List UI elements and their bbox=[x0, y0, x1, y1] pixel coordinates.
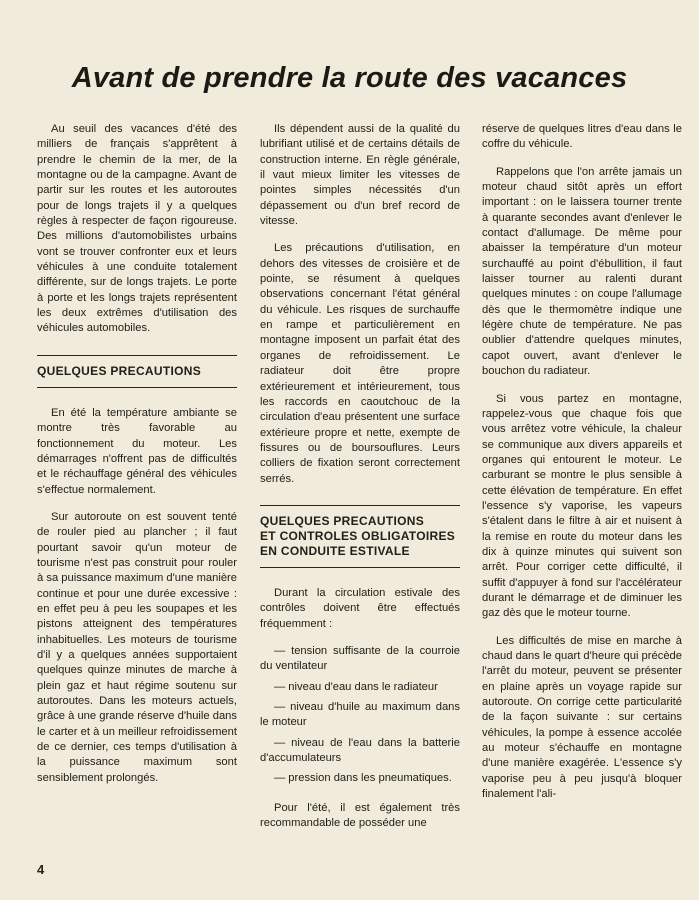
text-column-3 bbox=[482, 122, 682, 814]
section-heading-line: QUELQUES PRECAUTIONS bbox=[260, 513, 425, 528]
checklist-item: — tension suffisante de la courroie du ventilateur bbox=[260, 644, 460, 673]
page-number: 4 bbox=[37, 862, 45, 877]
page-title: Avant de prendre la route des vacances bbox=[71, 62, 628, 94]
paragraph: Les difficultés de mise en marche à chaud dans le quart d'heure qui précède l'arrêt du moteur, peuvent se présenter en plaine après un voyage rapide sur autoroute. On corrige cette particularité de la façon suivante : sur certains véhicules, la pompe à essence accolée au moteur s'échauffe en montagne d'une manière exagérée. L'essence s'y vaporise peu à peu jusqu'à bloquer finalement l'ali- bbox=[482, 634, 682, 801]
checklist-item: — niveau d'eau dans le radiateur bbox=[274, 680, 438, 693]
paragraph: Si vous partez en montagne, rappelez-vous que chaque fois que vous arrêtez votre véhicule, la chaleur se communique aux divers appareils et organes qui entourent le moteur. Le carburant se montre le plus sensible à cette élévation de température. En effet l'essence s'y vaporise, les vapeurs s'étalent dans le filtre à air et nuisent à la remise en route du moteur dans les dix à quinze minutes qui suivent son arrêt. Pour corriger cette difficulté, il suffit d'appuyer à fond sur l'accélérateur durant le démarrage et de diminuer les gaz dès que le moteur tourne. bbox=[482, 392, 682, 620]
intro-paragraph: Au seuil des vacances d'été des milliers de français s'apprêtent à prendre le chemin de la mer, de la montagne ou de la campagne. Avant de partir sur les routes et les autoroutes pour de longs trajets il y a quelques règles à respecter de façon rigoureuse. Des millions d'automobilistes urbains vont se trouver confronter eux et leurs véhicules à une conduite totalement différente, sur de longs trajets. Le porte à porte et les longs trajets représentent les deux extrêmes d'utilisation des véhicules automobiles. bbox=[37, 123, 237, 335]
paragraph: En été la température ambiante se montre très favorable au fonctionnement du moteur. Les démarrages n'offrent pas de difficultés et le réchauffage général des véhicules s'effectue normalement. bbox=[37, 406, 237, 496]
paragraph: Sur autoroute on est souvent tenté de rouler pied au plancher ; il faut pourtant savoir qu'un moteur de tourisme n'est pas construit pour rouler à sa puissance maximum d'une manière continue et pour une durée excessive : en effet peu à peu les soupapes et les pistons atteignent des températures inhabituelles. Les moteurs de tourisme d'il y a quelques années supportaient quelques quinze minutes de marche à plein gaz et haut régime soutenu sur autoroutes. Dans les moteurs actuels, grâce à une grande réserve d'huile dans le carter et à un meilleur refroidissement de ce dernier, ces temps d'utilisation à la puissance maximum sont sensiblement prolongés. bbox=[37, 510, 237, 784]
text-column-1 bbox=[37, 122, 237, 798]
checklist-item: — pression dans les pneumatiques. bbox=[274, 772, 452, 785]
section-heading-precautions bbox=[37, 355, 237, 388]
paragraph: Les précautions d'utilisation, en dehors des vitesses de croisière et de pointe, se résument à quelques observations concernant l'état général du véhicule. Les risques de surchauffe en rampe et particulièrement en montagne imposent un parfait état des organes de refroidissement. Le radiateur doit être propre extérieurement et intérieurement, tous les raccords en caoutchouc de la circulation d'eau présentent une surface extérieure propre et nette, exempte de fissures ou de boursouflures. Leurs colliers de fixation seront correctement serrés. bbox=[260, 242, 460, 485]
section-heading-text: QUELQUES PRECAUTIONS bbox=[37, 363, 202, 378]
paragraph: Rappelons que l'on arrête jamais un moteur chaud sitôt après un effort important : on le laissera tourner trente à quarante secondes avant d'enlever le contact d'allumage. De même pour abaisser la température d'un moteur surchauffé au point d'ébullition, il faut laisser tourner au ralenti durant quelques minutes : on coupe l'allumage dès que le thermomètre indique une légère chute de température. Ne pas oublier d'attendre quelques minutes, capot ouvert, avant d'enlever le bouchon du radiateur. bbox=[482, 165, 682, 378]
paragraph: Durant la circulation estivale des contrôles doivent être effectués fréquemment : bbox=[260, 586, 460, 630]
paragraph: Pour l'été, il est également très recommandable de posséder une bbox=[260, 801, 460, 830]
paragraph: Ils dépendent aussi de la qualité du lubrifiant utilisé et de certains détails de construction interne. En règle générale, il vaut mieux limiter les vitesses de pointes simples nécessités d'un dépassement ou d'un bref record de vitesse. bbox=[260, 123, 460, 228]
section-heading-line: EN CONDUITE ESTIVALE bbox=[260, 543, 410, 558]
checklist-item: — niveau de l'eau dans la batterie d'accumulateurs bbox=[260, 736, 460, 764]
section-heading-line: ET CONTROLES OBLIGATOIRES bbox=[260, 528, 456, 543]
checklist-item: — niveau d'huile au maximum dans le moteur bbox=[260, 700, 460, 729]
section-heading-controles bbox=[260, 505, 460, 568]
text-column-2 bbox=[260, 122, 460, 843]
paragraph-continued: réserve de quelques litres d'eau dans le coffre du véhicule. bbox=[482, 123, 682, 151]
